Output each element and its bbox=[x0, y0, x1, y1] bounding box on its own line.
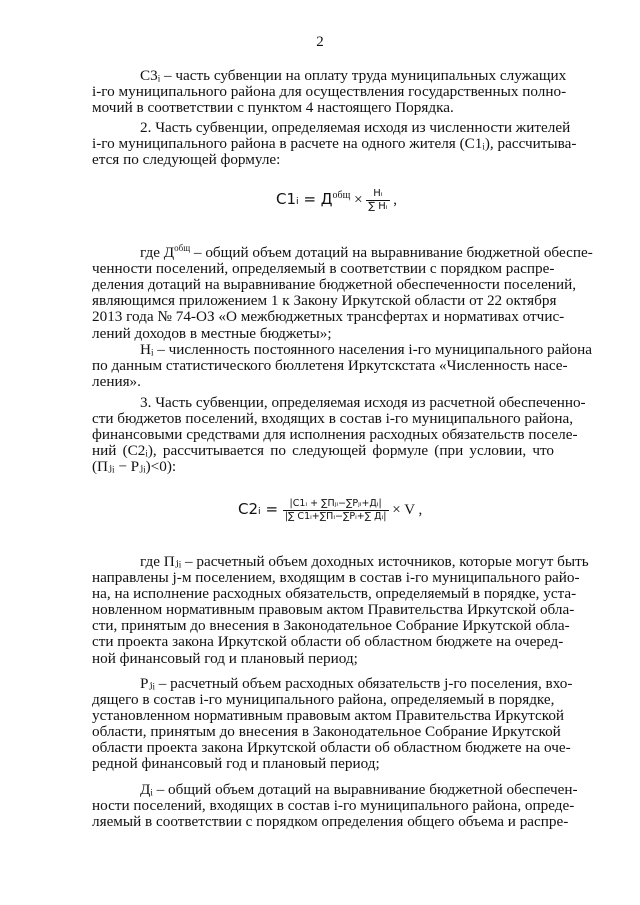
paragraph-population-definition: Нᵢ – численность постоянного населения i-го муниципального района по данным статистического бюллетеня Иркутскстата «Численность насе- ления». bbox=[92, 341, 592, 391]
paragraph-expense-definition: Рⱼᵢ – расчетный объем расходных обязательств j-го поселения, вхо- дящего в состав i-го муниципального района, определяемый в порядке, установленном нормативным правовым актом Правительства Иркутской области, принятым до внесения в Законодательное Собрание Иркутской области проекта закона Иркутской области об областном бюджете на оче- редной финансовый год и плановый период; bbox=[92, 675, 573, 773]
formula-c1-fraction: $\frac{\text{Нᵢ}}{\text{∑ Нᵢ}}$ bbox=[368, 188, 388, 212]
formula-c1: С1ᵢ = $Д^{общ}$ × $\frac{\text{Нᵢ}}{\text{∑ Нᵢ}}$ , bbox=[276, 188, 398, 212]
paragraph-dotation-definition: где $Д^{общ}$ – общий объем дотаций на выравнивание бюджетной обеспе- ченности поселений, определяемый в соответствии с порядком распре- деления дотаций на выравнивание бюджетной обеспеченности поселений, являющимся приложением 1 к Закону Иркутской области от 22 октября 2013 года № 74-ОЗ «О межбюджетных трансфертах и нормативах отчис- лений доходов в местные бюджеты»; bbox=[92, 243, 593, 342]
paragraph-income-definition: где Пⱼᵢ – расчетный объем доходных источников, которые могут быть направлены j-м поселением, входящим в состав i-го муниципального райо- на, на исполнение расходных обязательств, определяемый в порядке, уста- новленном нормативным правовым актом Правительства Иркутской обла- сти, принятым до внесения в Законодательное Собрание Иркутской обла- сти проекта закона Иркутской области об областном бюджете на очеред- ной финансовый год и плановый период; bbox=[92, 553, 589, 667]
paragraph-dotation-settlements: Дᵢ – общий объем дотаций на выравнивание бюджетной обеспечен- ности поселений, входящих в состав i-го муниципального района, опреде- ляемый в соответствии с порядком определения общего объема и распре- bbox=[92, 781, 578, 831]
paragraph-3-provision: 3. Часть субвенции, определяемая исходя из расчетной обеспеченно- сти бюджетов поселений, входящих в состав i-го муниципального района, финансовыми средствами для исполнения расходных обязательств поселе- ний (С2ᵢ), рассчитывается по следующей формуле (при условии, что (Пⱼᵢ − Рⱼᵢ)<0): bbox=[92, 394, 586, 476]
formula-c2-fraction: $\frac{\text{|С1ᵢ + ∑Пⱼᵢ−∑Рⱼᵢ+Дᵢ|}}{\text{|∑ С1ᵢ+∑Пᵢ−∑Рᵢ+∑ Дᵢ|}}$ bbox=[284, 498, 387, 522]
page-number: 2 bbox=[316, 34, 324, 50]
paragraph-c3: С3ᵢ – часть субвенции на оплату труда муниципальных служащих i-го муниципального района для осуществления государственных полно- мочий в соответствии с пунктом 4 настоящего Порядка. bbox=[92, 67, 567, 117]
formula-c2: С2ᵢ = $\frac{\text{|С1ᵢ + ∑Пⱼᵢ−∑Рⱼᵢ+Дᵢ|}}{\text{|∑ С1ᵢ+∑Пᵢ−∑Рᵢ+∑ Дᵢ|}}$ × V , bbox=[238, 498, 423, 522]
paragraph-2-population: 2. Часть субвенции, определяемая исходя из численности жителей i-го муниципального района в расчете на одного жителя (С1ᵢ), рассчитыва- ется по следующей формуле: bbox=[92, 119, 577, 169]
